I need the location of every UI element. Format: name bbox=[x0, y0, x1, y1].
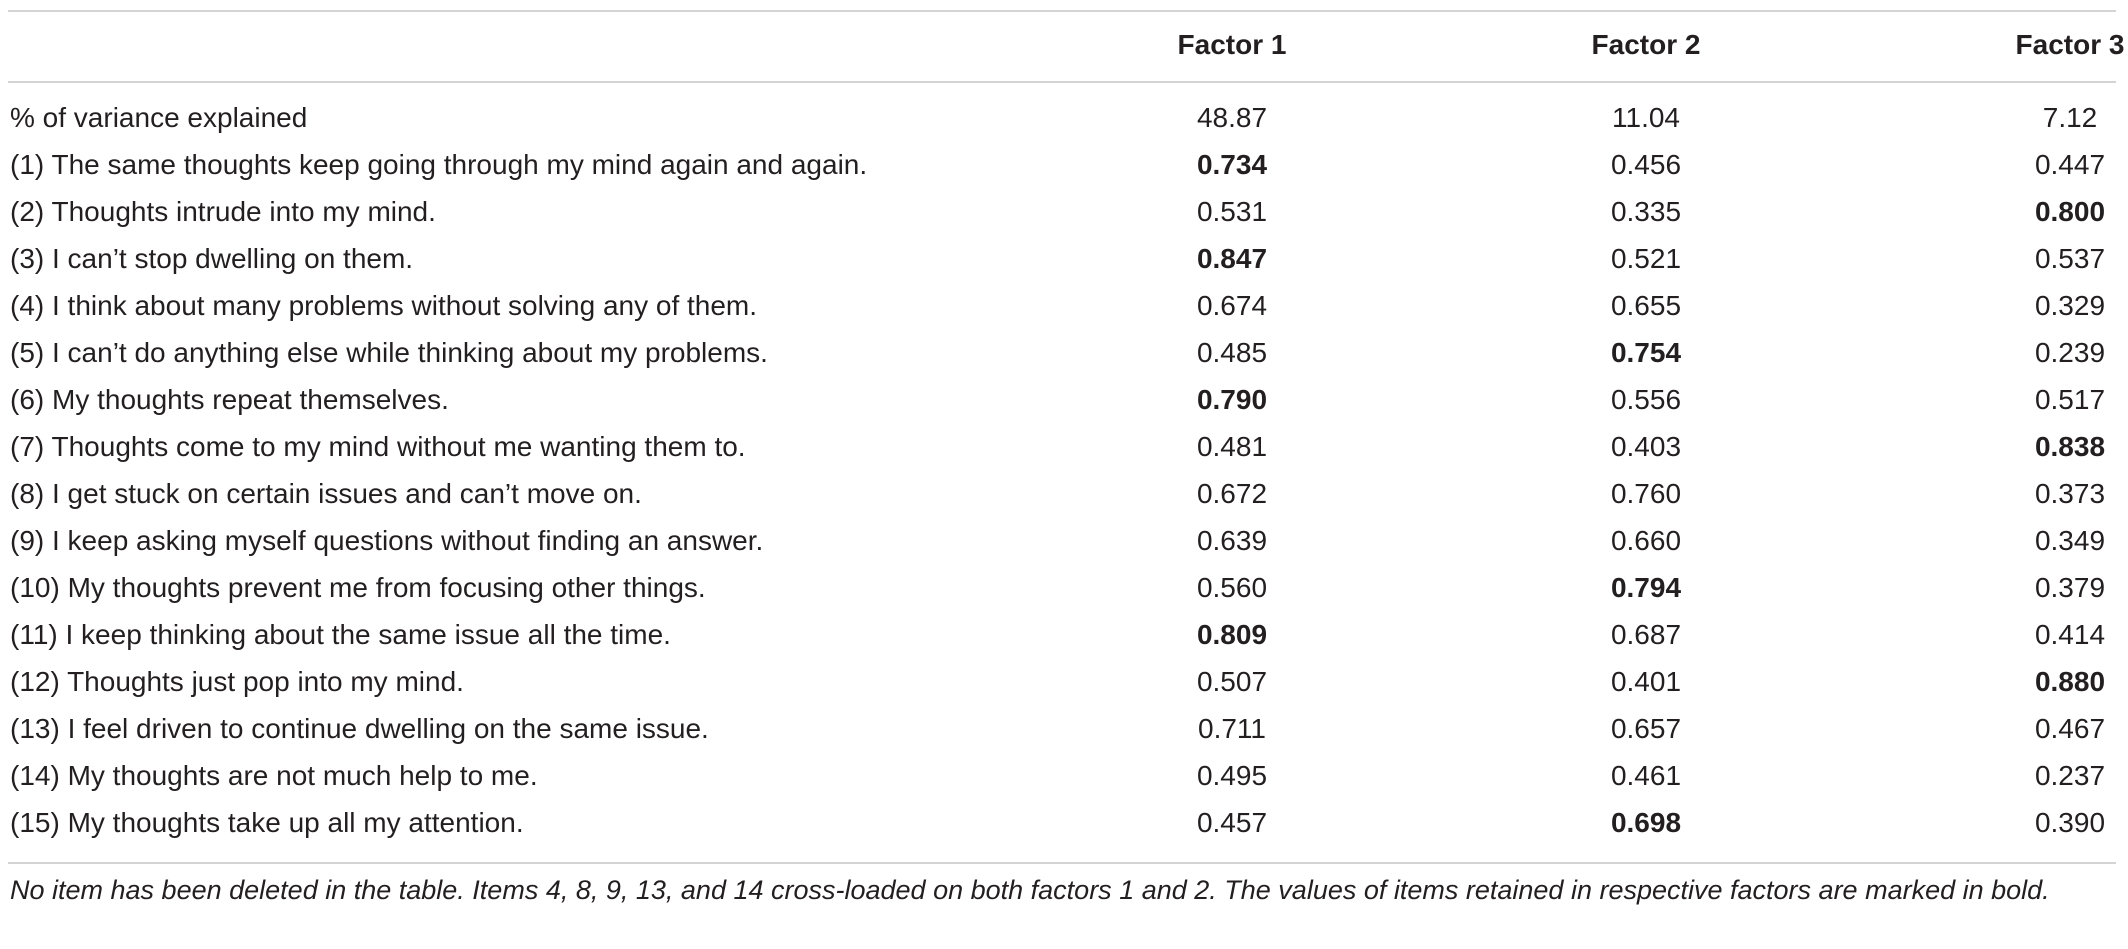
factor-1-value: 0.809 bbox=[1196, 619, 1268, 650]
row-label: % of variance explained bbox=[10, 102, 308, 133]
row-label: (8) I get stuck on certain issues and can’t move on. bbox=[10, 478, 642, 509]
row-label: (3) I can’t stop dwelling on them. bbox=[10, 243, 414, 274]
row-label: (2) Thoughts intrude into my mind. bbox=[10, 196, 436, 227]
table-row bbox=[0, 799, 2128, 846]
factor-2-value: 0.754 bbox=[1610, 337, 1682, 368]
table-row bbox=[0, 188, 2128, 235]
factor-2-value: 0.335 bbox=[1610, 196, 1682, 227]
factor-3-value: 7.12 bbox=[2042, 102, 2098, 133]
factor-3-value: 0.517 bbox=[2034, 384, 2106, 415]
factor-1-value: 0.790 bbox=[1196, 384, 1268, 415]
factor-2-value: 0.456 bbox=[1610, 149, 1682, 180]
factor-1-value: 0.674 bbox=[1196, 290, 1268, 321]
row-label: (5) I can’t do anything else while thinking about my problems. bbox=[10, 337, 768, 368]
table-row bbox=[0, 141, 2128, 188]
factor-3-value: 0.373 bbox=[2034, 478, 2106, 509]
factor-1-value: 0.639 bbox=[1196, 525, 1268, 556]
row-label: (14) My thoughts are not much help to me. bbox=[10, 760, 538, 791]
factor-3-value: 0.349 bbox=[2034, 525, 2106, 556]
factor-1-value: 0.560 bbox=[1196, 572, 1268, 603]
variance-row bbox=[0, 94, 2128, 141]
factor-3-value: 0.880 bbox=[2034, 666, 2106, 697]
row-label: (11) I keep thinking about the same issue all the time. bbox=[10, 619, 671, 650]
factor-3-value: 0.414 bbox=[2034, 619, 2106, 650]
header-factor-1: Factor 1 bbox=[1177, 29, 1287, 60]
factor-3-value: 0.390 bbox=[2034, 807, 2106, 838]
table-row bbox=[0, 235, 2128, 282]
header-factor-2: Factor 2 bbox=[1591, 29, 1701, 60]
factor-2-value: 11.04 bbox=[1612, 102, 1680, 133]
header-factor-3: Factor 3 bbox=[2015, 29, 2125, 60]
factor-1-value: 0.531 bbox=[1196, 196, 1268, 227]
factor-3-value: 0.838 bbox=[2034, 431, 2106, 462]
table-row bbox=[0, 423, 2128, 470]
factor-3-value: 0.800 bbox=[2034, 196, 2106, 227]
table-row bbox=[0, 282, 2128, 329]
factor-1-value: 0.507 bbox=[1196, 666, 1268, 697]
row-label: (9) I keep asking myself questions without finding an answer. bbox=[10, 525, 764, 556]
factor-3-value: 0.447 bbox=[2034, 149, 2106, 180]
row-label: (6) My thoughts repeat themselves. bbox=[10, 384, 449, 415]
row-label: (7) Thoughts come to my mind without me wanting them to. bbox=[10, 431, 746, 462]
table-row bbox=[0, 611, 2128, 658]
factor-2-value: 0.794 bbox=[1610, 572, 1682, 603]
table-row bbox=[0, 752, 2128, 799]
factor-3-value: 0.537 bbox=[2034, 243, 2106, 274]
factor-2-value: 0.760 bbox=[1610, 478, 1682, 509]
table-row bbox=[0, 705, 2128, 752]
factor-2-value: 0.655 bbox=[1610, 290, 1682, 321]
table-bottom-rule bbox=[8, 862, 2116, 864]
row-label: (10) My thoughts prevent me from focusing other things. bbox=[10, 572, 706, 603]
factor-1-value: 48.87 bbox=[1196, 102, 1268, 133]
factor-3-value: 0.379 bbox=[2034, 572, 2106, 603]
table-header-rule bbox=[8, 81, 2116, 83]
row-label: (12) Thoughts just pop into my mind. bbox=[10, 666, 464, 697]
factor-1-value: 0.485 bbox=[1196, 337, 1268, 368]
table-row bbox=[0, 658, 2128, 705]
row-label: (4) I think about many problems without solving any of them. bbox=[10, 290, 758, 321]
factor-3-value: 0.239 bbox=[2034, 337, 2106, 368]
factor-1-value: 0.847 bbox=[1196, 243, 1268, 274]
row-label: (13) I feel driven to continue dwelling on the same issue. bbox=[10, 713, 709, 744]
table-top-rule bbox=[8, 10, 2116, 12]
table-footnote: No item has been deleted in the table. Items 4, 8, 9, 13, and 14 cross-loaded on both factors 1 and 2. The values of items retained in respective factors are marked in bold. bbox=[10, 875, 2050, 905]
factor-1-value: 0.457 bbox=[1196, 807, 1268, 838]
table-row bbox=[0, 517, 2128, 564]
factor-3-value: 0.237 bbox=[2034, 760, 2106, 791]
factor-1-value: 0.495 bbox=[1196, 760, 1268, 791]
factor-1-value: 0.711 bbox=[1198, 713, 1266, 744]
factor-3-value: 0.329 bbox=[2034, 290, 2106, 321]
factor-2-value: 0.687 bbox=[1610, 619, 1682, 650]
table-row bbox=[0, 470, 2128, 517]
factor-2-value: 0.401 bbox=[1610, 666, 1682, 697]
factor-2-value: 0.461 bbox=[1610, 760, 1682, 791]
factor-2-value: 0.660 bbox=[1610, 525, 1682, 556]
table-row bbox=[0, 329, 2128, 376]
factor-1-value: 0.481 bbox=[1196, 431, 1268, 462]
factor-2-value: 0.403 bbox=[1610, 431, 1682, 462]
factor-2-value: 0.521 bbox=[1610, 243, 1682, 274]
factor-3-value: 0.467 bbox=[2034, 713, 2106, 744]
factor-2-value: 0.698 bbox=[1610, 807, 1682, 838]
factor-1-value: 0.734 bbox=[1196, 149, 1268, 180]
table-row bbox=[0, 376, 2128, 423]
row-label: (1) The same thoughts keep going through my mind again and again. bbox=[10, 149, 868, 180]
table-row bbox=[0, 564, 2128, 611]
factor-2-value: 0.556 bbox=[1610, 384, 1682, 415]
factor-2-value: 0.657 bbox=[1610, 713, 1682, 744]
row-label: (15) My thoughts take up all my attention. bbox=[10, 807, 524, 838]
factor-1-value: 0.672 bbox=[1196, 478, 1268, 509]
